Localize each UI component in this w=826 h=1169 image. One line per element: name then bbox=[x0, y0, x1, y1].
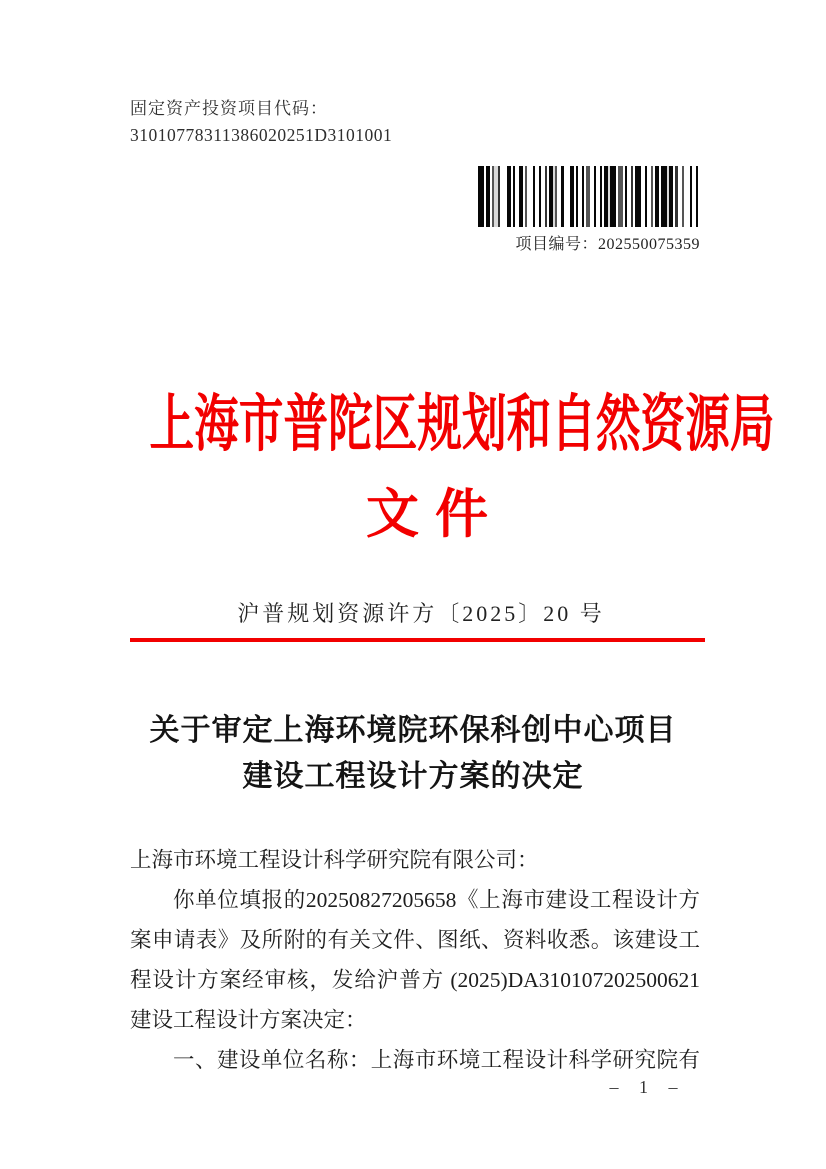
page-number: – 1 – bbox=[609, 1077, 681, 1097]
agency-name: 上海市普陀区规划和自然资源局 bbox=[149, 391, 775, 459]
body-line-5: 建设工程设计方案决定： bbox=[130, 1008, 367, 1032]
doc-type: 文件 bbox=[366, 486, 504, 544]
project-code-label: 固定资产投资项目代码： bbox=[130, 99, 328, 118]
masthead bbox=[28, 391, 826, 475]
body-line-6: 一、建设单位名称：上海市环境工程设计科学研究院有 bbox=[173, 1048, 700, 1072]
barcode bbox=[478, 166, 700, 227]
body-line-4: 程设计方案经审核，发给沪普方 (2025)DA310107202500621 bbox=[130, 968, 700, 992]
title-line-1: 关于审定上海环境院环保科创中心项目 bbox=[149, 714, 677, 747]
document-title bbox=[0, 708, 826, 800]
red-separator-line bbox=[130, 638, 705, 642]
doc-number: 沪普规划资源许方〔2025〕20 号 bbox=[237, 601, 605, 626]
salutation: 上海市环境工程设计科学研究院有限公司： bbox=[130, 848, 539, 872]
body-text bbox=[130, 840, 700, 1080]
project-code-value: 31010778311386020251D3101001 bbox=[130, 125, 393, 145]
body-line-3: 案申请表》及所附的有关文件、图纸、资料收悉。该建设工 bbox=[130, 928, 700, 952]
masthead-doc-type-row bbox=[28, 486, 826, 557]
barcode-label: 项目编号：202550075359 bbox=[515, 236, 700, 253]
project-code-block bbox=[130, 96, 392, 148]
title-line-2: 建设工程设计方案的决定 bbox=[242, 760, 584, 793]
body-line-2: 你单位填报的20250827205658《上海市建设工程设计方 bbox=[173, 888, 700, 912]
